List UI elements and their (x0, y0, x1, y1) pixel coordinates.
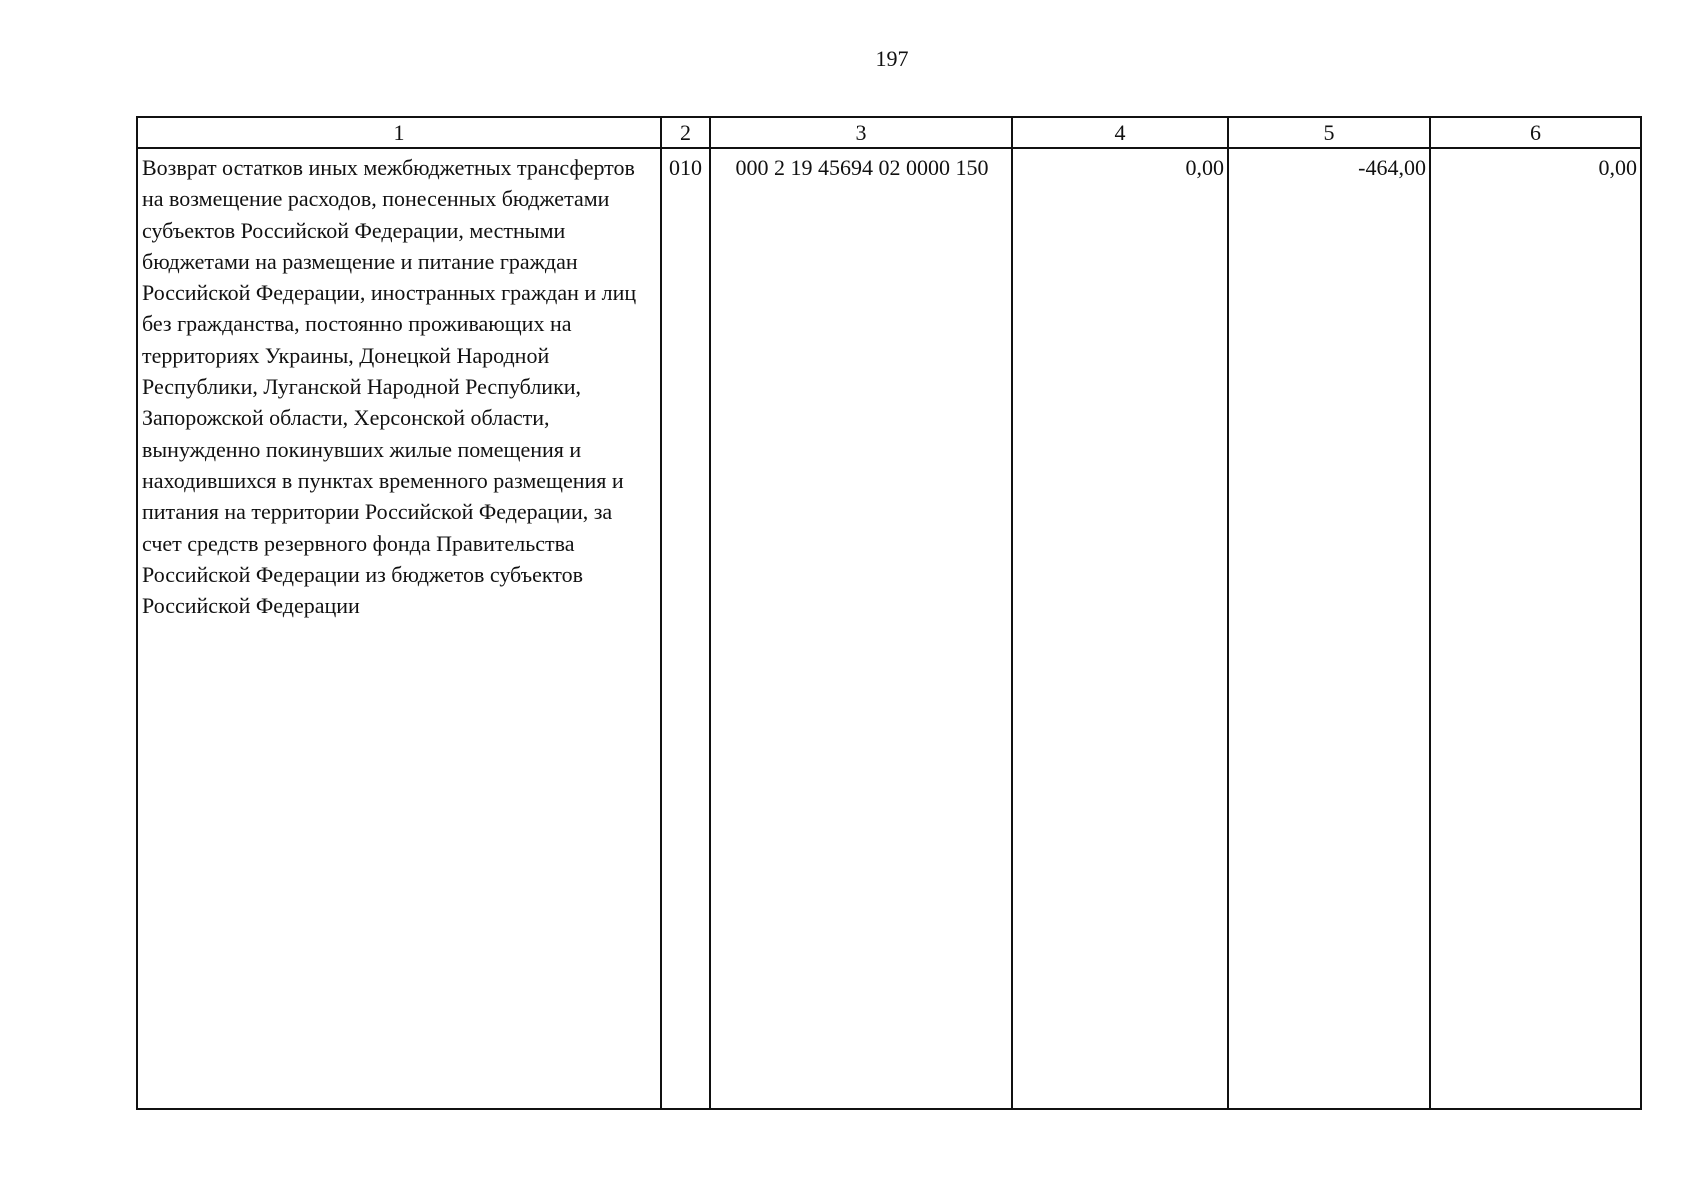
row-col4-value-cell: 0,00 (1012, 148, 1228, 1109)
column-header-4: 4 (1012, 117, 1228, 148)
column-header-3: 3 (710, 117, 1012, 148)
header-row (137, 117, 1641, 148)
table-header (137, 117, 1641, 148)
row-line-code-cell: 010 (661, 148, 710, 1109)
row-name-cell: Возврат остатков иных межбюджетных трансфертов на возмещение расходов, понесенных бюджетами субъектов Российской Федерации, местными бюджетами на размещение и питание граждан Российской Федерации, иностранных граждан и лиц без гражданства, постоянно проживающих на территориях Украины, Донецкой Народной Республики, Луганской Народной Республики, Запорожской области, Херсонской области, вынужденно покинувших жилые помещения и находившихся в пунктах временного размещения и питания на территории Российской Федерации, за счет средств резервного фонда Правительства Российской Федерации из бюджетов субъектов Российской Федерации (137, 148, 661, 1109)
page-number: 197 (875, 46, 909, 71)
column-header-6: 6 (1430, 117, 1641, 148)
table-body (137, 148, 1641, 1109)
row-col5-value-cell: -464,00 (1228, 148, 1430, 1109)
budget-table (136, 116, 1642, 1110)
table-row (137, 148, 1641, 1109)
row-col6-value-cell: 0,00 (1430, 148, 1641, 1109)
column-header-2: 2 (661, 117, 710, 148)
column-header-5: 5 (1228, 117, 1430, 148)
column-header-1: 1 (137, 117, 661, 148)
row-budget-code-cell: 000 2 19 45694 02 0000 150 (710, 148, 1012, 1109)
